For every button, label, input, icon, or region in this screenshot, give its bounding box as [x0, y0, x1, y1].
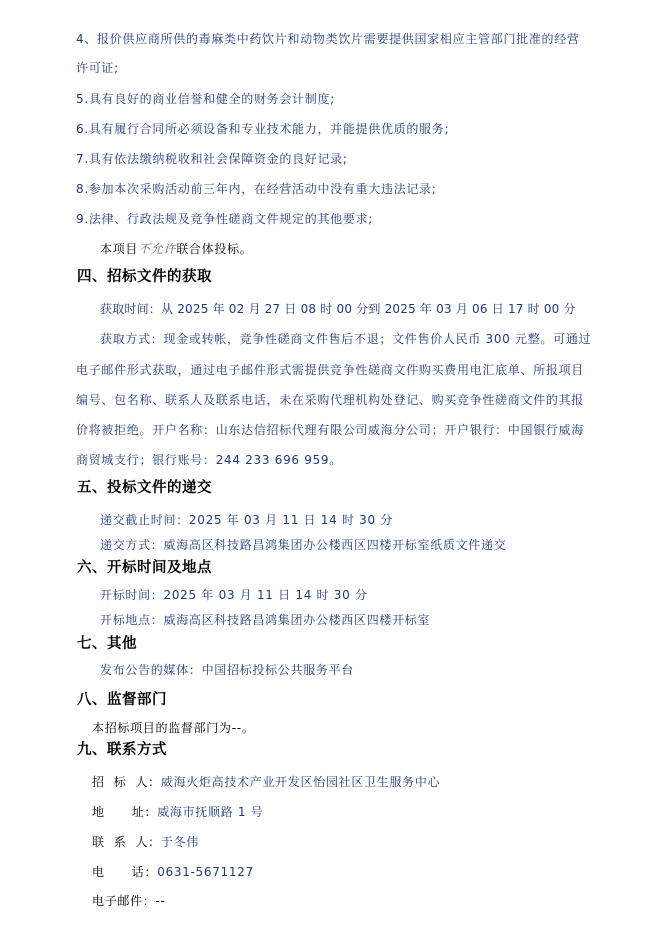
- section-4-heading: 四、招标文件的获取: [77, 269, 212, 285]
- section-9-heading: 九、联系方式: [77, 742, 167, 758]
- email-label: 电子邮件：: [92, 894, 156, 908]
- requirement-4-line-2: 许可证;: [76, 61, 119, 75]
- email-value: --: [155, 894, 166, 908]
- section-4-method-line-5: 商贸城支行；银行账号：244 233 696 959。: [76, 453, 342, 467]
- phone-label: 电 话：: [92, 865, 158, 879]
- contact-email: [92, 893, 166, 909]
- section-4-method-line-1: 获取方式：现金或转帐，竞争性磋商文件售后不退；文件售价人民币 300 元整。可通过: [100, 332, 592, 346]
- section-5-heading: 五、投标文件的递交: [77, 480, 212, 496]
- contact-value: 于冬伟: [160, 835, 199, 849]
- section-7-heading: 七、其他: [77, 636, 137, 652]
- address-label: 地 址：: [92, 805, 158, 819]
- address-value: 威海市抚顺路 1 号: [157, 805, 264, 819]
- consortium-prefix: 本项目: [100, 242, 139, 256]
- section-4-method-line-4: 价将被拒绝。开户名称：山东达信招标代理有限公司威海分公司；开户银行：中国银行威海: [76, 423, 585, 437]
- consortium-statement: [100, 241, 252, 257]
- section-4-method-line-2: 电子邮件形式获取，通过电子邮件形式需提供竞争性磋商文件购买费用电汇底单、所报项目: [76, 363, 585, 377]
- requirement-5: 5.具有良好的商业信誉和健全的财务会计制度;: [76, 92, 335, 106]
- consortium-suffix: 联合体投标。: [176, 242, 253, 256]
- section-8-heading: 八、监督部门: [77, 692, 167, 708]
- contact-person: [92, 834, 199, 850]
- section-5-deadline: 递交截止时间：2025 年 03 月 11 日 14 时 30 分: [100, 513, 394, 527]
- requirement-4-line-1: 4、报价供应商所供的毒麻类中药饮片和动物类饮片需要提供国家相应主管部门批准的经营: [76, 32, 580, 46]
- contact-address: [92, 804, 263, 820]
- section-7-media: 发布公告的媒体：中国招标投标公共服务平台: [100, 663, 355, 677]
- phone-value: 0631-5671127: [157, 865, 254, 879]
- tenderer-label: 招 标 人：: [92, 775, 161, 789]
- section-8-dept: 本招标项目的监督部门为--。: [92, 721, 255, 735]
- tenderer-value: 威海火炬高技术产业开发区怡园社区卫生服务中心: [160, 775, 441, 789]
- section-4-method-line-3: 编号、包名称、联系人及联系电话，未在采购代理机构处登记、购买竞争性磋商文件的其报: [76, 393, 585, 407]
- requirement-9: 9.法律、行政法规及竞争性磋商文件规定的其他要求;: [76, 212, 373, 226]
- section-4-time: 获取时间：从 2025 年 02 月 27 日 08 时 00 分到 2025 年 03 月 06 日 17 时 00 分: [100, 302, 576, 316]
- requirement-8: 8.参加本次采购活动前三年内，在经营活动中没有重大违法记录;: [76, 182, 437, 196]
- consortium-value: 不允许: [138, 242, 177, 256]
- section-5-method: 递交方式：威海高区科技路昌鸿集团办公楼西区四楼开标室纸质文件递交: [100, 538, 507, 552]
- contact-phone: [92, 864, 254, 880]
- section-6-place: 开标地点：威海高区科技路昌鸿集团办公楼西区四楼开标室: [100, 613, 431, 627]
- section-6-time: 开标时间：2025 年 03 月 11 日 14 时 30 分: [100, 588, 368, 602]
- contact-label: 联 系 人：: [92, 835, 161, 849]
- contact-tenderer: [92, 774, 440, 790]
- requirement-7: 7.具有依法缴纳税收和社会保障资金的良好记录;: [76, 152, 348, 166]
- requirement-6: 6.具有履行合同所必须设备和专业技术能力，并能提供优质的服务;: [76, 122, 450, 136]
- section-6-heading: 六、开标时间及地点: [77, 560, 212, 576]
